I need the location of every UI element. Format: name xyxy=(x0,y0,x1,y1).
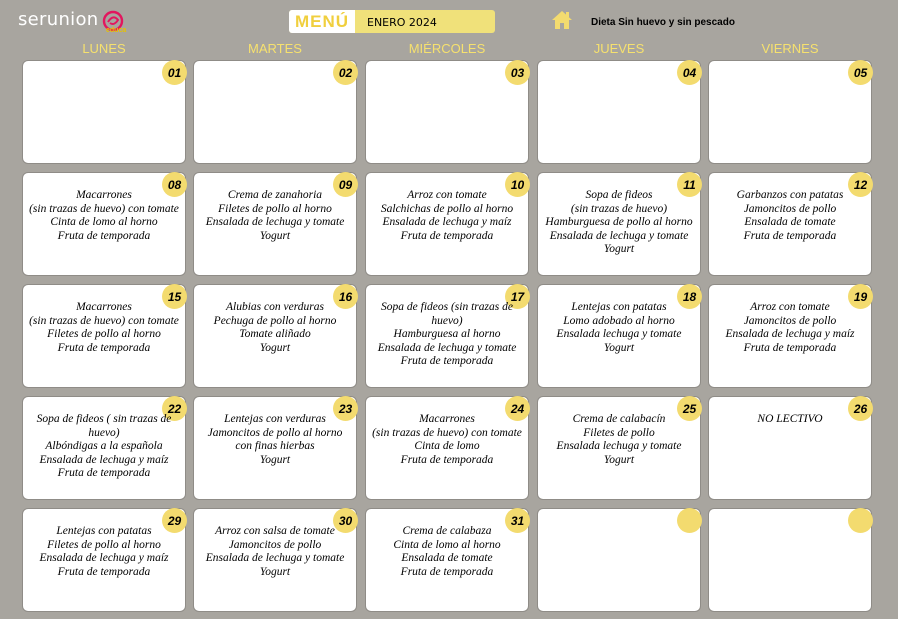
menu-item: Crema de calabacín xyxy=(572,413,666,425)
menu-item: Ensalada de tomate xyxy=(401,552,493,564)
menu-item: Ensalada de lechuga y tomate xyxy=(205,552,345,564)
day-number-badge: 12 xyxy=(848,172,873,197)
menu-item: Ensalada de lechuga y maíz xyxy=(725,328,855,340)
day-number-badge: 03 xyxy=(505,60,530,85)
day-cell xyxy=(365,172,529,276)
day-cell xyxy=(365,60,529,164)
menu-item: Jamoncitos de pollo xyxy=(743,314,837,327)
menu-item: Lentejas con verduras xyxy=(224,413,326,425)
menu-item: Fruta de temporada xyxy=(743,229,837,242)
day-cell xyxy=(365,396,529,500)
day-cell xyxy=(708,172,872,276)
day-cell xyxy=(193,508,357,612)
menu-item: Ensalada de tomate xyxy=(744,216,836,228)
day-number-badge: 09 xyxy=(333,172,358,197)
menu-item: Salchichas de pollo al horno xyxy=(380,202,514,215)
menu-item: Hamburguesa de pollo al horno xyxy=(545,216,693,228)
menu-item: Sopa de fideos ( sin trazas de huevo) xyxy=(36,413,172,439)
day-number-badge: 19 xyxy=(848,284,873,309)
day-number-badge xyxy=(848,508,873,533)
menu-item: Fruta de temporada xyxy=(57,467,151,479)
brand-name: serunion xyxy=(18,9,99,30)
menu-month: ENERO 2024 xyxy=(367,16,437,29)
day-number-badge: 08 xyxy=(162,172,187,197)
menu-item: (sin trazas de huevo) xyxy=(570,202,668,215)
diet-title: Dieta Sin huevo y sin pescado xyxy=(591,17,735,28)
menu-item: Ensalada de lechuga y maíz xyxy=(39,453,169,466)
menu-item: (sin trazas de huevo) con tomate xyxy=(372,426,522,439)
menu-item: Ensalada de lechuga y maíz xyxy=(382,216,512,228)
menu-item: Lentejas con patatas xyxy=(56,525,152,537)
day-menu xyxy=(200,189,350,243)
menu-item: Garbanzos con patatas xyxy=(736,189,844,201)
menu-label: MENÚ xyxy=(289,10,355,33)
day-menu xyxy=(715,413,865,427)
day-number-badge: 02 xyxy=(333,60,358,85)
menu-item: (sin trazas de huevo) con tomate xyxy=(29,202,179,215)
day-cell xyxy=(365,284,529,388)
day-menu xyxy=(200,301,350,355)
menu-item: Yogurt xyxy=(603,243,635,255)
day-menu xyxy=(372,189,522,243)
menu-item: Fruta de temporada xyxy=(400,229,494,242)
day-number-badge: 29 xyxy=(162,508,187,533)
menu-item: Fruta de temporada xyxy=(57,229,151,242)
day-cell xyxy=(193,396,357,500)
menu-item: Yogurt xyxy=(603,341,635,354)
menu-item: Filetes de pollo al horno xyxy=(47,328,161,340)
menu-item: Macarrones xyxy=(76,301,132,313)
day-menu xyxy=(372,525,522,579)
day-cell xyxy=(537,60,701,164)
menu-item: Ensalada de lechuga y tomate xyxy=(377,341,517,354)
menu-item: Crema de calabaza xyxy=(402,525,492,537)
day-number-badge: 05 xyxy=(848,60,873,85)
day-number-badge: 10 xyxy=(505,172,530,197)
day-menu xyxy=(200,525,350,579)
day-menu xyxy=(372,413,522,467)
day-number-badge xyxy=(677,508,702,533)
menu-item: Jamoncitos de pollo al horno xyxy=(207,426,343,439)
day-cell xyxy=(708,508,872,612)
menu-item: Fruta de temporada xyxy=(57,341,151,354)
day-number-badge: 15 xyxy=(162,284,187,309)
day-menu xyxy=(544,301,694,355)
day-number-badge: 30 xyxy=(333,508,358,533)
menu-item: Macarrones xyxy=(419,413,475,425)
menu-item: Tomate aliñado xyxy=(239,328,311,340)
menu-item: Yogurt xyxy=(259,341,291,354)
brand-sub: educa xyxy=(106,27,127,34)
day-cell xyxy=(708,396,872,500)
menu-item: Yogurt xyxy=(259,565,291,578)
menu-item: Arroz con salsa de tomate xyxy=(215,525,335,537)
menu-item: Cinta de lomo al horno xyxy=(393,538,501,551)
day-cell xyxy=(365,508,529,612)
menu-item: Ensalada lechuga y tomate xyxy=(556,440,682,452)
day-number-badge: 25 xyxy=(677,396,702,421)
weekday-3: MIÉRCOLES xyxy=(408,41,486,56)
menu-item: Fruta de temporada xyxy=(400,355,494,367)
day-cell xyxy=(708,60,872,164)
day-number-badge: 01 xyxy=(162,60,187,85)
day-menu xyxy=(715,189,865,243)
day-cell xyxy=(537,396,701,500)
day-cell xyxy=(193,284,357,388)
day-cell xyxy=(193,60,357,164)
day-number-badge: 17 xyxy=(505,284,530,309)
day-number-badge: 18 xyxy=(677,284,702,309)
menu-item: Ensalada de lechuga y maíz xyxy=(39,552,169,564)
day-number-badge: 31 xyxy=(505,508,530,533)
menu-item: Ensalada de lechuga y tomate xyxy=(549,229,689,242)
day-menu xyxy=(544,189,694,257)
weekday-2: MARTES xyxy=(248,41,302,56)
day-cell xyxy=(537,284,701,388)
menu-header xyxy=(289,10,495,33)
menu-item: (sin trazas de huevo) con tomate xyxy=(29,314,179,327)
day-number-badge: 23 xyxy=(333,396,358,421)
weekday-5: VIERNES xyxy=(761,41,819,56)
menu-item: Arroz con tomate xyxy=(407,189,487,201)
day-number-badge: 26 xyxy=(848,396,873,421)
menu-item: Alubias con verduras xyxy=(226,301,324,313)
menu-item: Yogurt xyxy=(259,453,291,466)
day-cell xyxy=(22,284,186,388)
day-cell xyxy=(537,172,701,276)
day-cell xyxy=(22,172,186,276)
day-menu xyxy=(29,301,179,355)
day-menu xyxy=(715,301,865,355)
menu-item: Yogurt xyxy=(259,229,291,242)
menu-item: Cinta de lomo xyxy=(414,440,480,452)
menu-item: Cinta de lomo al horno xyxy=(50,216,158,228)
day-number-badge: 22 xyxy=(162,396,187,421)
menu-item: Ensalada de lechuga y tomate xyxy=(205,216,345,228)
menu-item: Jamoncitos de pollo xyxy=(228,538,322,551)
day-cell xyxy=(708,284,872,388)
home-icon xyxy=(550,9,574,31)
day-menu xyxy=(29,189,179,243)
menu-item: Crema de zanahoria xyxy=(227,189,323,201)
menu-item: Fruta de temporada xyxy=(743,341,837,354)
menu-item: Fruta de temporada xyxy=(400,453,494,466)
menu-item: Filetes de pollo al horno xyxy=(47,538,161,551)
day-menu xyxy=(29,525,179,579)
menu-item: con finas hierbas xyxy=(235,440,315,452)
day-number-badge: 24 xyxy=(505,396,530,421)
menu-item: Filetes de pollo al horno xyxy=(218,202,332,215)
day-menu xyxy=(29,413,179,481)
day-cell xyxy=(537,508,701,612)
day-cell xyxy=(193,172,357,276)
day-number-badge: 16 xyxy=(333,284,358,309)
menu-item: Arroz con tomate xyxy=(750,301,830,313)
menu-item: Macarrones xyxy=(76,189,132,201)
day-menu xyxy=(200,413,350,467)
weekday-1: LUNES xyxy=(82,41,126,56)
menu-item: Hamburguesa al horno xyxy=(393,328,501,340)
menu-item: Albóndigas a la española xyxy=(45,440,163,452)
day-menu xyxy=(544,413,694,467)
menu-item: Pechuga de pollo al horno xyxy=(213,314,337,327)
day-number-badge: 11 xyxy=(677,172,702,197)
menu-item: NO LECTIVO xyxy=(757,413,823,425)
menu-item: Yogurt xyxy=(603,453,635,466)
menu-item: Fruta de temporada xyxy=(57,565,151,578)
menu-item: Fruta de temporada xyxy=(400,565,494,578)
day-number-badge: 04 xyxy=(677,60,702,85)
menu-item: Jamoncitos de pollo xyxy=(743,202,837,215)
day-cell xyxy=(22,508,186,612)
menu-item: Filetes de pollo xyxy=(583,426,655,439)
weekday-4: JUEVES xyxy=(593,41,645,56)
day-cell xyxy=(22,60,186,164)
day-menu xyxy=(372,301,522,369)
menu-item: Lentejas con patatas xyxy=(571,301,667,313)
day-cell xyxy=(22,396,186,500)
menu-item: Lomo adobado al horno xyxy=(563,314,675,327)
menu-item: Ensalada lechuga y tomate xyxy=(556,328,682,340)
menu-item: Sopa de fideos xyxy=(585,189,653,201)
menu-item: Sopa de fideos (sin trazas de huevo) xyxy=(381,301,513,327)
